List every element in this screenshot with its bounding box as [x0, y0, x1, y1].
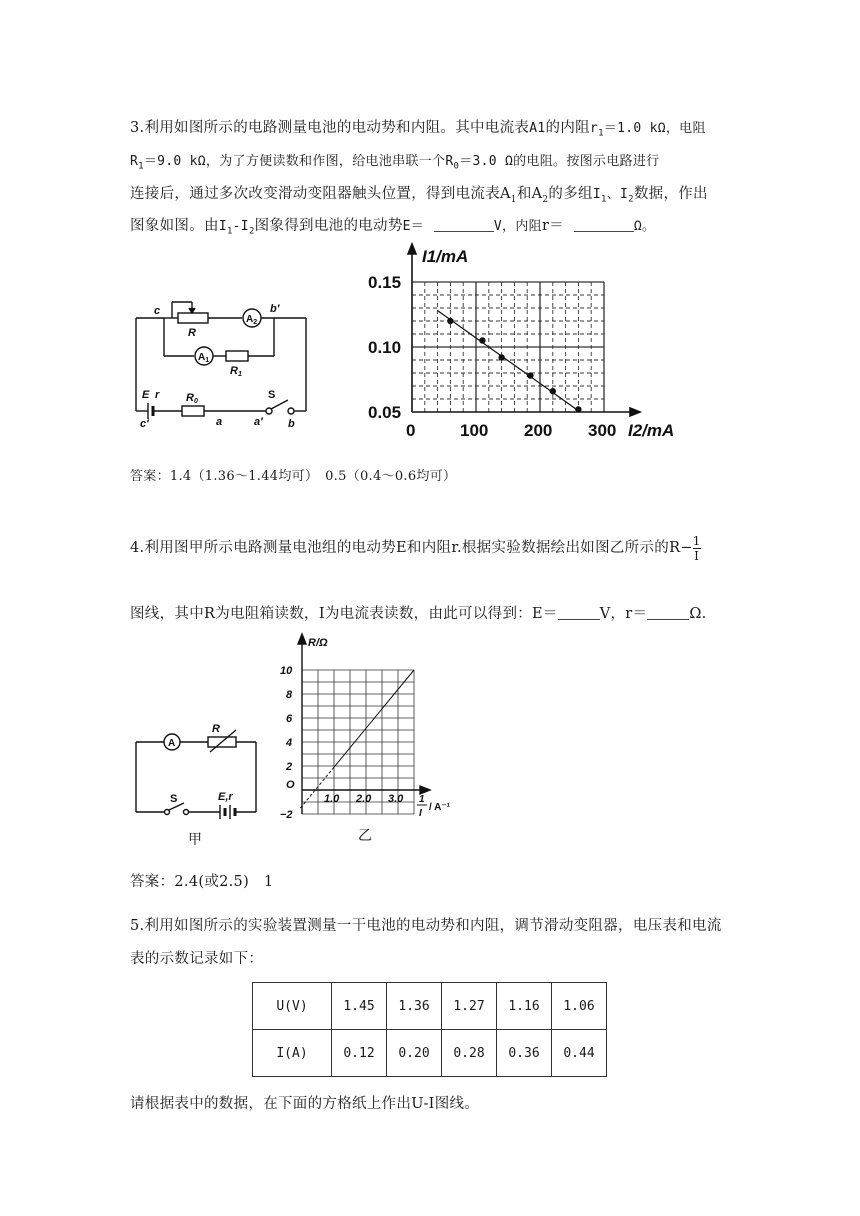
- chart2-ytick-label: 8: [286, 689, 293, 701]
- q3-text2: 的内阻: [545, 120, 590, 136]
- q3-line3: 图象如图。由$I_1-I_2$图象得到电池的电动势E＝ V，内阻r＝ Ω。: [130, 218, 656, 237]
- q3-a1: A1: [529, 121, 546, 136]
- table-cell: 1.16: [497, 983, 552, 1030]
- label-ap: a′: [254, 416, 263, 428]
- chart2-xtick-label: 1.0: [324, 793, 340, 805]
- q5-line1: 5.利用如图所示的实验装置测量一干电池的电动势和内阻，调节滑动变阻器，电压表和电流: [130, 918, 722, 934]
- chart2-xtick-label: 2.0: [356, 793, 372, 805]
- table-row: [253, 1030, 607, 1077]
- chart1-data-point: [550, 388, 556, 394]
- q3-R0: $R_0=3.0$ Ω的电阻。按图示电路进行: [445, 154, 660, 172]
- label-a: a: [216, 416, 223, 428]
- label-yi: 乙: [358, 827, 372, 843]
- chart1-data-point: [575, 406, 581, 412]
- label-A1: $A_1$: [198, 352, 210, 364]
- label-c: c: [154, 305, 161, 317]
- chart2-xtick-label: 3.0: [388, 793, 404, 805]
- chart1-xtick-label: 100: [460, 421, 489, 440]
- chart2-ytick-label: 4: [286, 737, 293, 749]
- chart1-ytick-label: 0.15: [368, 273, 402, 292]
- q3-blank-r[interactable]: [574, 217, 634, 232]
- chart2-ytick-label: 6: [286, 713, 293, 725]
- q4-circuit-diagram: [128, 720, 268, 850]
- chart2-ytick-label: 10: [280, 665, 293, 677]
- q3-R1: $R_1=9.0$ kΩ，为了方便读数和作图，给电池串联一个: [130, 154, 446, 172]
- label-R: R: [188, 327, 196, 339]
- label-S: S: [268, 389, 276, 401]
- table-cell: 1.45: [332, 983, 387, 1030]
- table-cell: U(V): [253, 983, 332, 1030]
- chart2-ylabel: R/Ω: [308, 637, 328, 649]
- table-cell: I(A): [253, 1030, 332, 1077]
- q3-blank-E[interactable]: [434, 217, 494, 232]
- q3-number: 3.: [130, 120, 145, 136]
- q4-r-vs-inverse-i-chart: [276, 628, 476, 848]
- table-cell: 0.20: [387, 1030, 442, 1077]
- resistor-R1-symbol: [226, 351, 248, 361]
- label-R: R: [212, 723, 220, 735]
- q3-answer: 答案：1.4（1.36～1.44均可） 0.5（0.4～0.6均可）: [130, 469, 457, 484]
- label-A: A: [168, 738, 176, 749]
- q4-blank-r[interactable]: [647, 605, 689, 620]
- label-A2: $A_2$: [246, 314, 258, 326]
- q4-answer: 答案：2.4(或2.5) 1: [130, 874, 274, 890]
- resistor-R0-symbol: [182, 406, 204, 416]
- q3-r1: $r_1=1.0$ kΩ，电阻: [589, 121, 706, 139]
- chart2-ytick-label: O: [286, 779, 295, 791]
- chart1-ytick-label: 0.10: [368, 338, 402, 357]
- chart1-data-point: [527, 372, 533, 378]
- q5-line2: 表的示数记录如下：: [130, 951, 264, 967]
- chart1-xtick-label: 0: [406, 421, 416, 440]
- chart1-xtick-label: 300: [588, 421, 617, 440]
- chart1-data-point: [498, 354, 504, 360]
- label-Er: E,r: [218, 791, 233, 803]
- label-b: b: [288, 418, 295, 430]
- rheostat-R-symbol: [178, 313, 208, 323]
- label-cp: c′: [140, 418, 149, 430]
- q5-after: 请根据表中的数据，在下面的方格纸上作出U-I图线。: [130, 1096, 480, 1112]
- chart2-fit-line: [334, 670, 414, 767]
- chart2-ytick-label: 2: [286, 761, 293, 773]
- svg-text:I: I: [419, 808, 422, 819]
- chart1-xlabel: I2/mA: [628, 421, 675, 440]
- label-E: E: [142, 389, 150, 401]
- chart1-ylabel: I1/mA: [422, 247, 469, 266]
- table-cell: 0.36: [497, 1030, 552, 1077]
- label-bp: b′: [270, 303, 280, 315]
- label-r: r: [155, 389, 160, 401]
- q3-circuit-diagram: [128, 296, 318, 436]
- q3-text1: 利用如图所示的电路测量电池的电动势和内阻。其中电流表: [144, 120, 530, 136]
- table-cell: 1.06: [552, 983, 607, 1030]
- q4-fraction: $\frac{1}{I}$: [692, 533, 701, 563]
- chart2-ytick-label: −2: [280, 809, 293, 821]
- label-jia: 甲: [188, 831, 202, 847]
- q4-line1: 4.利用图甲所示电路测量电池组的电动势E和内阻r.根据实验数据绘出如图乙所示的R− $\frac{1}{I}$: [130, 533, 701, 563]
- label-R1: R1: [230, 365, 242, 378]
- q4-line2: 图线，其中R为电阻箱读数，I为电流表读数，由此可以得到：E＝ V，r＝ Ω.: [130, 606, 707, 622]
- label-S: S: [170, 793, 178, 805]
- label-R0: R0: [186, 392, 198, 405]
- chart1-data-point: [447, 318, 453, 324]
- chart1-xtick-label: 200: [524, 421, 553, 440]
- chart1-data-point: [479, 337, 485, 343]
- table-row: [253, 983, 607, 1030]
- svg-text:/ A⁻¹: / A⁻¹: [429, 802, 451, 813]
- q3-line2: 连接后，通过多次改变滑动变阻器触头位置，得到电流表$A_1$和$A_2$的多组$I_1$、$I_2$数据，作出: [130, 186, 708, 205]
- table-cell: 1.36: [387, 983, 442, 1030]
- chart1-ytick-label: 0.05: [368, 403, 402, 422]
- chart2-xlabel: [417, 794, 451, 819]
- chart1-fit-line: [438, 311, 579, 411]
- table-cell: 1.27: [442, 983, 497, 1030]
- ui-data-table: [252, 982, 607, 1077]
- table-cell: 0.28: [442, 1030, 497, 1077]
- table-cell: 0.44: [552, 1030, 607, 1077]
- table-cell: 0.12: [332, 1030, 387, 1077]
- q3-i1-i2-chart: [360, 240, 690, 445]
- q4-blank-E[interactable]: [558, 605, 600, 620]
- svg-text:1: 1: [419, 794, 425, 805]
